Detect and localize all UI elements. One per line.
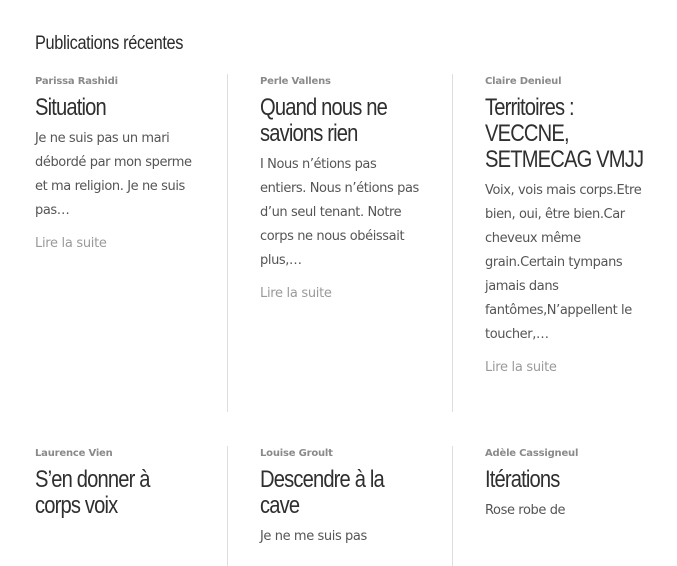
publications-row (35, 74, 666, 412)
publication-author[interactable]: Louise Groult (260, 448, 333, 459)
publication-author[interactable]: Perle Vallens (260, 76, 331, 87)
publication-card (227, 446, 452, 566)
publication-card (452, 446, 677, 566)
publication-excerpt: I Nous n’étions pas entiers. Nous n’étions pas d’un seul tenant. Notre corps ne nous obéissait plus,… (260, 157, 419, 268)
publication-excerpt: Je ne suis pas un mari débordé par mon sperme et ma religion. Je ne suis pas… (35, 131, 192, 218)
publication-excerpt: Voix, vois mais corps.Etre bien, oui, être bien.Car cheveux même grain.Certain tympans jamais dans fantômes,N’appellent le toucher,… (485, 183, 642, 342)
publication-author[interactable]: Parissa Rashidi (35, 76, 118, 87)
publication-title[interactable]: S’en donner à corps voix (35, 466, 150, 519)
publication-title[interactable]: Descendre à la cave (260, 466, 384, 519)
read-more-link[interactable]: Lire la suite (35, 236, 107, 251)
section-title: Publications récentes (35, 33, 184, 54)
publications-row (35, 446, 666, 566)
publication-author[interactable]: Claire Denieul (485, 76, 562, 87)
publications-grid (35, 74, 666, 566)
publication-card (35, 74, 227, 412)
publication-card (35, 446, 227, 566)
publication-excerpt: Rose robe de (485, 503, 566, 518)
read-more-link[interactable]: Lire la suite (260, 286, 332, 301)
publication-card (452, 74, 677, 412)
publication-author[interactable]: Laurence Vien (35, 448, 113, 459)
publication-excerpt: Je ne me suis pas (260, 529, 367, 544)
publication-title[interactable]: Situation (35, 94, 106, 121)
publication-author[interactable]: Adèle Cassigneul (485, 448, 579, 459)
publication-title[interactable]: Quand nous ne savions rien (260, 94, 387, 147)
publication-card (227, 74, 452, 412)
publication-title[interactable]: Territoires : VECCNE, SETMECAG VMJJ (485, 94, 644, 173)
publication-title[interactable]: Itérations (485, 466, 560, 493)
read-more-link[interactable]: Lire la suite (485, 360, 557, 375)
